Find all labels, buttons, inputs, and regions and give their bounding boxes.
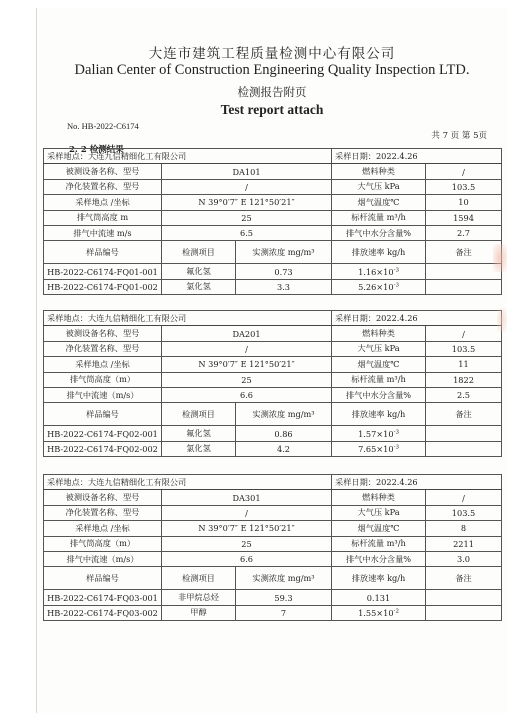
sampling-date: 采样日期：2022.4.26	[332, 149, 502, 164]
location-value: N 39°0′7″ E 121°50′21″	[162, 357, 332, 372]
report-page	[36, 8, 507, 713]
equipment-label: 被测设备名称、型号	[44, 326, 162, 341]
site-row	[44, 311, 502, 326]
sample-header-row	[44, 403, 502, 426]
velocity-value: 6.6	[162, 387, 332, 402]
col-note: 备注	[426, 241, 502, 264]
col-item: 检测项目	[162, 241, 236, 264]
moisture-label: 排气中水分含量%	[332, 387, 426, 402]
height-label: 排气筒高度（m）	[44, 372, 162, 387]
location-label: 采样地点 /坐标	[44, 521, 162, 536]
sample-note	[426, 590, 502, 605]
info-row	[44, 225, 502, 240]
sampling-date: 采样日期：2022.4.26	[332, 311, 502, 326]
sample-row	[44, 264, 502, 279]
col-note: 备注	[426, 567, 502, 590]
moisture-label: 排气中水分含量%	[332, 225, 426, 240]
info-row	[44, 341, 502, 356]
location-value: N 39°0′7″ E 121°50′21″	[162, 521, 332, 536]
sample-no: HB-2022-C6174-FQ03-001	[44, 590, 162, 605]
height-label: 排气筒高度（m）	[44, 536, 162, 551]
col-rate: 排放速率 kg/h	[332, 567, 426, 590]
flue-temp-label: 烟气温度℃	[332, 521, 426, 536]
sample-header-row	[44, 567, 502, 590]
equipment-label: 被测设备名称、型号	[44, 164, 162, 179]
info-row	[44, 195, 502, 210]
title-en: Test report attach	[220, 102, 324, 117]
sample-item: 甲醇	[162, 605, 236, 620]
sample-rate: $5.26\times 10^{-3}$	[332, 279, 426, 294]
sample-item: 氟化氢	[162, 264, 236, 279]
sample-item: 非甲烷总烃	[162, 590, 236, 605]
info-row	[44, 210, 502, 225]
sample-conc: 7	[236, 605, 332, 620]
purifier-label: 净化装置名称、型号	[44, 505, 162, 520]
col-item: 检测项目	[162, 567, 236, 590]
moisture-label: 排气中水分含量%	[332, 551, 426, 566]
stamp-mark	[497, 308, 507, 332]
location-label: 采样地点 /坐标	[44, 357, 162, 372]
equipment-label: 被测设备名称、型号	[44, 490, 162, 505]
std-flow-value: 2211	[426, 536, 502, 551]
flue-temp-label: 烟气温度℃	[332, 195, 426, 210]
col-rate: 排放速率 kg/h	[332, 241, 426, 264]
purifier-value: /	[162, 179, 332, 194]
fuel-label: 燃料种类	[332, 490, 426, 505]
fuel-value: /	[426, 490, 502, 505]
info-row	[44, 326, 502, 341]
pressure-label: 大气压 kPa	[332, 505, 426, 520]
sample-item: 氟化氢	[162, 426, 236, 441]
sample-note	[426, 441, 502, 456]
results-table	[43, 148, 502, 295]
sample-no: HB-2022-C6174-FQ01-001	[44, 264, 162, 279]
info-row	[44, 521, 502, 536]
sampling-site: 采样地点：大连九信精细化工有限公司	[44, 475, 332, 490]
sample-no: HB-2022-C6174-FQ01-002	[44, 279, 162, 294]
info-row	[44, 357, 502, 372]
page-indicator: 共 7 页 第 5页	[431, 131, 487, 141]
results-table	[43, 474, 502, 621]
height-value: 25	[162, 536, 332, 551]
section-heading: 2. 2 检测结果	[69, 145, 124, 155]
results-table	[43, 310, 502, 457]
pressure-value: 103.5	[426, 179, 502, 194]
org-name-en: Dalian Center of Construction Engineering Quality Inspection LTD.	[74, 62, 470, 78]
velocity-value: 6.6	[162, 551, 332, 566]
sample-row	[44, 279, 502, 294]
col-rate: 排放速率 kg/h	[332, 403, 426, 426]
flue-temp-value: 11	[426, 357, 502, 372]
sample-no: HB-2022-C6174-FQ02-001	[44, 426, 162, 441]
purifier-value: /	[162, 341, 332, 356]
col-conc: 实测浓度 mg/m³	[236, 567, 332, 590]
sample-conc: 0.73	[236, 264, 332, 279]
title-cn: 检测报告附页	[237, 85, 307, 99]
sample-rate: $7.65\times 10^{-3}$	[332, 441, 426, 456]
pressure-value: 103.5	[426, 341, 502, 356]
sample-no: HB-2022-C6174-FQ03-002	[44, 605, 162, 620]
location-value: N 39°0′7″ E 121°50′21″	[162, 195, 332, 210]
flue-temp-value: 8	[426, 521, 502, 536]
moisture-value: 3.0	[426, 551, 502, 566]
velocity-value: 6.5	[162, 225, 332, 240]
height-value: 25	[162, 210, 332, 225]
col-conc: 实测浓度 mg/m³	[236, 403, 332, 426]
std-flow-value: 1594	[426, 210, 502, 225]
info-row	[44, 179, 502, 194]
sample-row	[44, 441, 502, 456]
sample-conc: 59.3	[236, 590, 332, 605]
std-flow-value: 1822	[426, 372, 502, 387]
col-sample-no: 样品编号	[44, 567, 162, 590]
fuel-label: 燃料种类	[332, 164, 426, 179]
moisture-value: 2.5	[426, 387, 502, 402]
equipment-value: DA201	[162, 326, 332, 341]
sample-header-row	[44, 241, 502, 264]
location-label: 采样地点 /坐标	[44, 195, 162, 210]
sample-conc: 0.86	[236, 426, 332, 441]
org-name-cn: 大连市建筑工程质量检测中心有限公司	[148, 46, 396, 62]
sample-rate: 0.131	[332, 590, 426, 605]
sample-rate: $1.55\times 10^{-2}$	[332, 605, 426, 620]
flue-temp-label: 烟气温度℃	[332, 357, 426, 372]
col-note: 备注	[426, 403, 502, 426]
sample-item: 氯化氢	[162, 441, 236, 456]
purifier-label: 净化装置名称、型号	[44, 341, 162, 356]
velocity-label: 排气中流速（m/s）	[44, 387, 162, 402]
sample-rate: $1.16\times 10^{-3}$	[332, 264, 426, 279]
info-row	[44, 490, 502, 505]
std-flow-label: 标杆流量 m³/h	[332, 372, 426, 387]
sample-note	[426, 426, 502, 441]
report-number: No. HB-2022-C6174	[67, 121, 139, 131]
sample-conc: 4.2	[236, 441, 332, 456]
sample-conc: 3.3	[236, 279, 332, 294]
sample-row	[44, 605, 502, 620]
sampling-site: 采样地点：大连九信精细化工有限公司	[44, 149, 332, 164]
col-item: 检测项目	[162, 403, 236, 426]
height-label: 排气筒高度 m	[44, 210, 162, 225]
pressure-value: 103.5	[426, 505, 502, 520]
info-row	[44, 164, 502, 179]
fuel-value: /	[426, 164, 502, 179]
sample-item: 氯化氢	[162, 279, 236, 294]
col-sample-no: 样品编号	[44, 241, 162, 264]
site-row	[44, 475, 502, 490]
info-row	[44, 387, 502, 402]
moisture-value: 2.7	[426, 225, 502, 240]
velocity-label: 排气中流速 m/s	[44, 225, 162, 240]
sample-row	[44, 426, 502, 441]
site-row	[44, 149, 502, 164]
sample-no: HB-2022-C6174-FQ02-002	[44, 441, 162, 456]
sampling-date: 采样日期：2022.4.26	[332, 475, 502, 490]
sample-rate: $1.57\times 10^{-3}$	[332, 426, 426, 441]
pressure-label: 大气压 kPa	[332, 341, 426, 356]
stamp-mark	[493, 244, 507, 272]
sample-note	[426, 279, 502, 294]
col-conc: 实测浓度 mg/m³	[236, 241, 332, 264]
purifier-value: /	[162, 505, 332, 520]
sample-note	[426, 605, 502, 620]
col-sample-no: 样品编号	[44, 403, 162, 426]
std-flow-label: 标杆流量 m³/h	[332, 210, 426, 225]
velocity-label: 排气中流速（m/s）	[44, 551, 162, 566]
fuel-value: /	[426, 326, 502, 341]
sample-row	[44, 590, 502, 605]
equipment-value: DA301	[162, 490, 332, 505]
height-value: 25	[162, 372, 332, 387]
info-row	[44, 372, 502, 387]
info-row	[44, 551, 502, 566]
equipment-value: DA101	[162, 164, 332, 179]
sample-note	[426, 264, 502, 279]
purifier-label: 净化装置名称、型号	[44, 179, 162, 194]
std-flow-label: 标杆流量 m³/h	[332, 536, 426, 551]
info-row	[44, 536, 502, 551]
flue-temp-value: 10	[426, 195, 502, 210]
sampling-site: 采样地点：大连九信精细化工有限公司	[44, 311, 332, 326]
info-row	[44, 505, 502, 520]
pressure-label: 大气压 kPa	[332, 179, 426, 194]
fuel-label: 燃料种类	[332, 326, 426, 341]
